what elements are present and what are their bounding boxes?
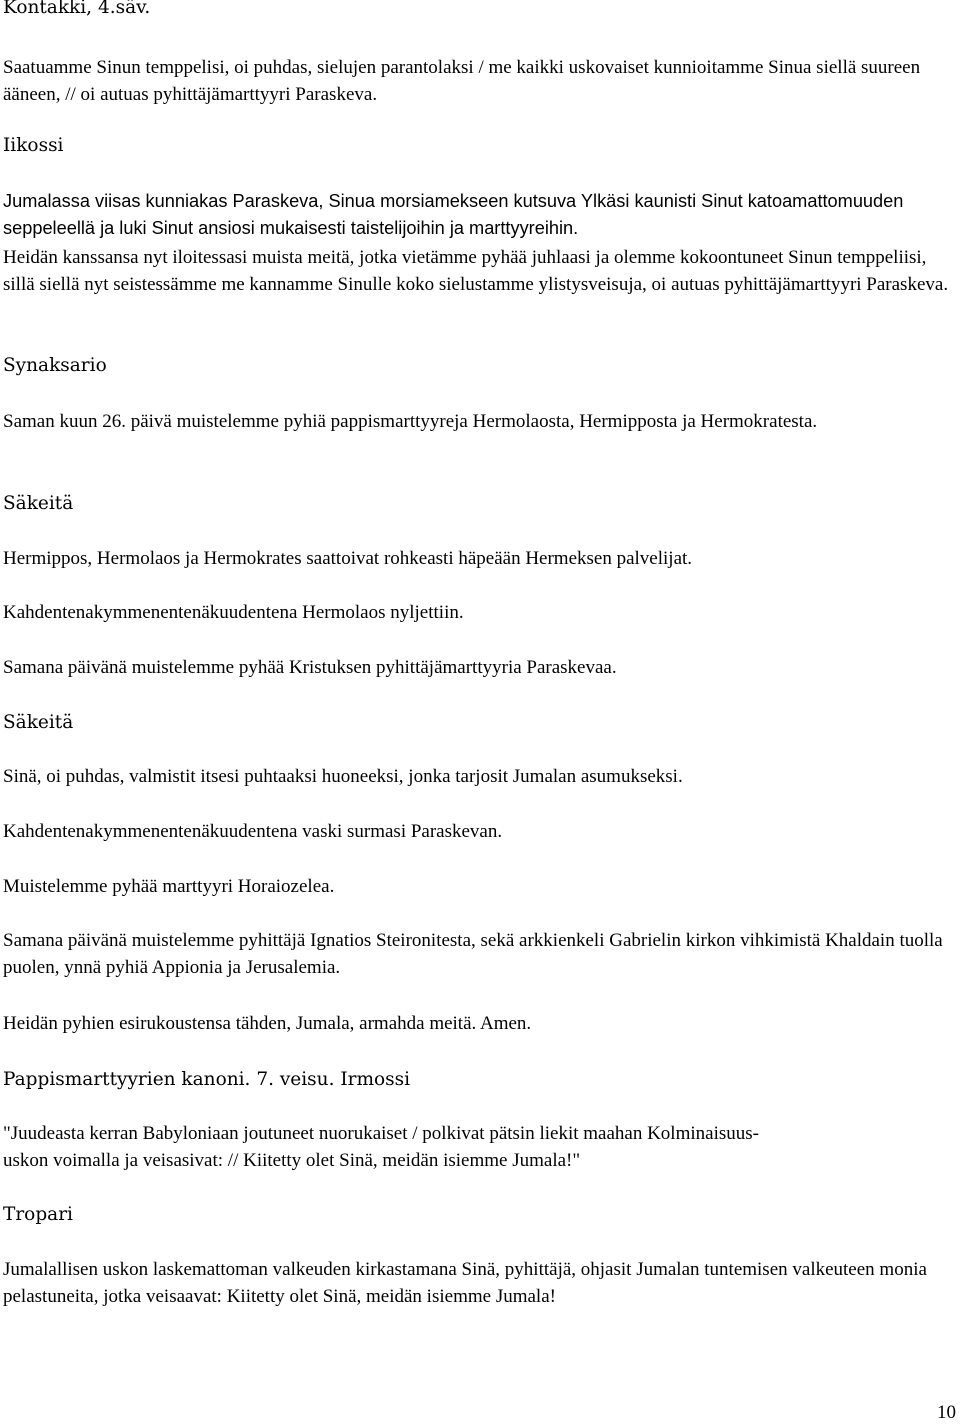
synaksario-text: Saman kuun 26. päivä muistelemme pyhiä pappismarttyyreja Hermolaosta, Hermipposta ja Hermokratesta. [3, 411, 818, 432]
sakeita-1-line-1: Hermippos, Hermolaos ja Hermokrates saattoivat rohkeasti häpeään Hermeksen palvelijat. [3, 548, 693, 569]
ikossi-text-serif: Heidän kanssansa nyt iloitessasi muista meitä, jotka vietämme pyhää juhlaasi ja olemme kokoontuneet Sinun temppeliisi, sillä siellä nyt seistessämme me kannamme Sinulle koko sielustamme ylistysveisuja, oi autuas pyhittäjämarttyyri Paraskeva. [3, 247, 949, 295]
irmossi-line-1: "Juudeasta kerran Babyloniaan joutuneet nuorukaiset / polkivat pätsin liekit maahan Kolminaisuus- [3, 1123, 759, 1144]
paraskeva-commemoration: Samana päivänä muistelemme pyhää Kristuksen pyhittäjämarttyyria Paraskevaa. [3, 657, 617, 678]
irmossi-line-2: uskon voimalla ja veisasivat: // Kiitetty olet Sinä, meidän isiemme Jumala!" [3, 1150, 581, 1171]
sakeita-2-line-1: Sinä, oi puhdas, valmistit itsesi puhtaaksi huoneeksi, jonka tarjosit Jumalan asumukseksi. [3, 766, 683, 787]
ikossi-heading: Iikossi [3, 135, 64, 156]
ignatios-commemoration: Samana päivänä muistelemme pyhittäjä Ignatios Steironitesta, sekä arkkienkeli Gabrielin kirkon vihkimistä Khaldain tuolla puolen, ynnä pyhiä Appionia ja Jerusalemia. [3, 930, 943, 978]
horaiozelea-commemoration: Muistelemme pyhää marttyyri Horaiozelea. [3, 876, 335, 897]
kontakki-heading: Kontakki, 4.säv. [3, 0, 151, 18]
intercession-prayer: Heidän pyhien esirukoustensa tähden, Jumala, armahda meitä. Amen. [3, 1013, 532, 1034]
sakeita-heading-2: Säkeitä [3, 712, 74, 733]
sakeita-heading-1: Säkeitä [3, 493, 74, 514]
kanoni-heading: Pappismarttyyrien kanoni. 7. veisu. Irmossi [3, 1069, 411, 1090]
synaksario-heading: Synaksario [3, 355, 107, 376]
tropari-text: Jumalallisen uskon laskemattoman valkeuden kirkastamana Sinä, pyhittäjä, ohjasit Jumalan tuntemisen valkeuteen monia pelastuneita, jotka veisaavat: Kiitetty olet Sinä, meidän isiemme Jumala! [3, 1259, 927, 1307]
kontakki-text: Saatuamme Sinun temppelisi, oi puhdas, sielujen parantolaksi / me kaikki uskovaiset kunnioitamme Sinua siellä suureen ääneen, // oi autuas pyhittäjämarttyyri Paraskeva. [3, 57, 921, 105]
irmossi-text [3, 1120, 951, 1174]
sakeita-1-line-2: Kahdentenakymmenentenäkuudentena Hermolaos nyljettiin. [3, 602, 464, 623]
tropari-heading: Tropari [3, 1204, 73, 1225]
sakeita-2-line-2: Kahdentenakymmenentenäkuudentena vaski surmasi Paraskevan. [3, 821, 503, 842]
ikossi-text-sans: Jumalassa viisas kunniakas Paraskeva, Sinua morsiamekseen kutsuva Ylkäsi kaunisti Sinut katoamattomuuden seppeleellä ja luki Sinut ansiosi mukaisesti taistelijoihin ja marttyyreihin. [3, 191, 904, 238]
page-number: 10 [937, 1402, 956, 1423]
